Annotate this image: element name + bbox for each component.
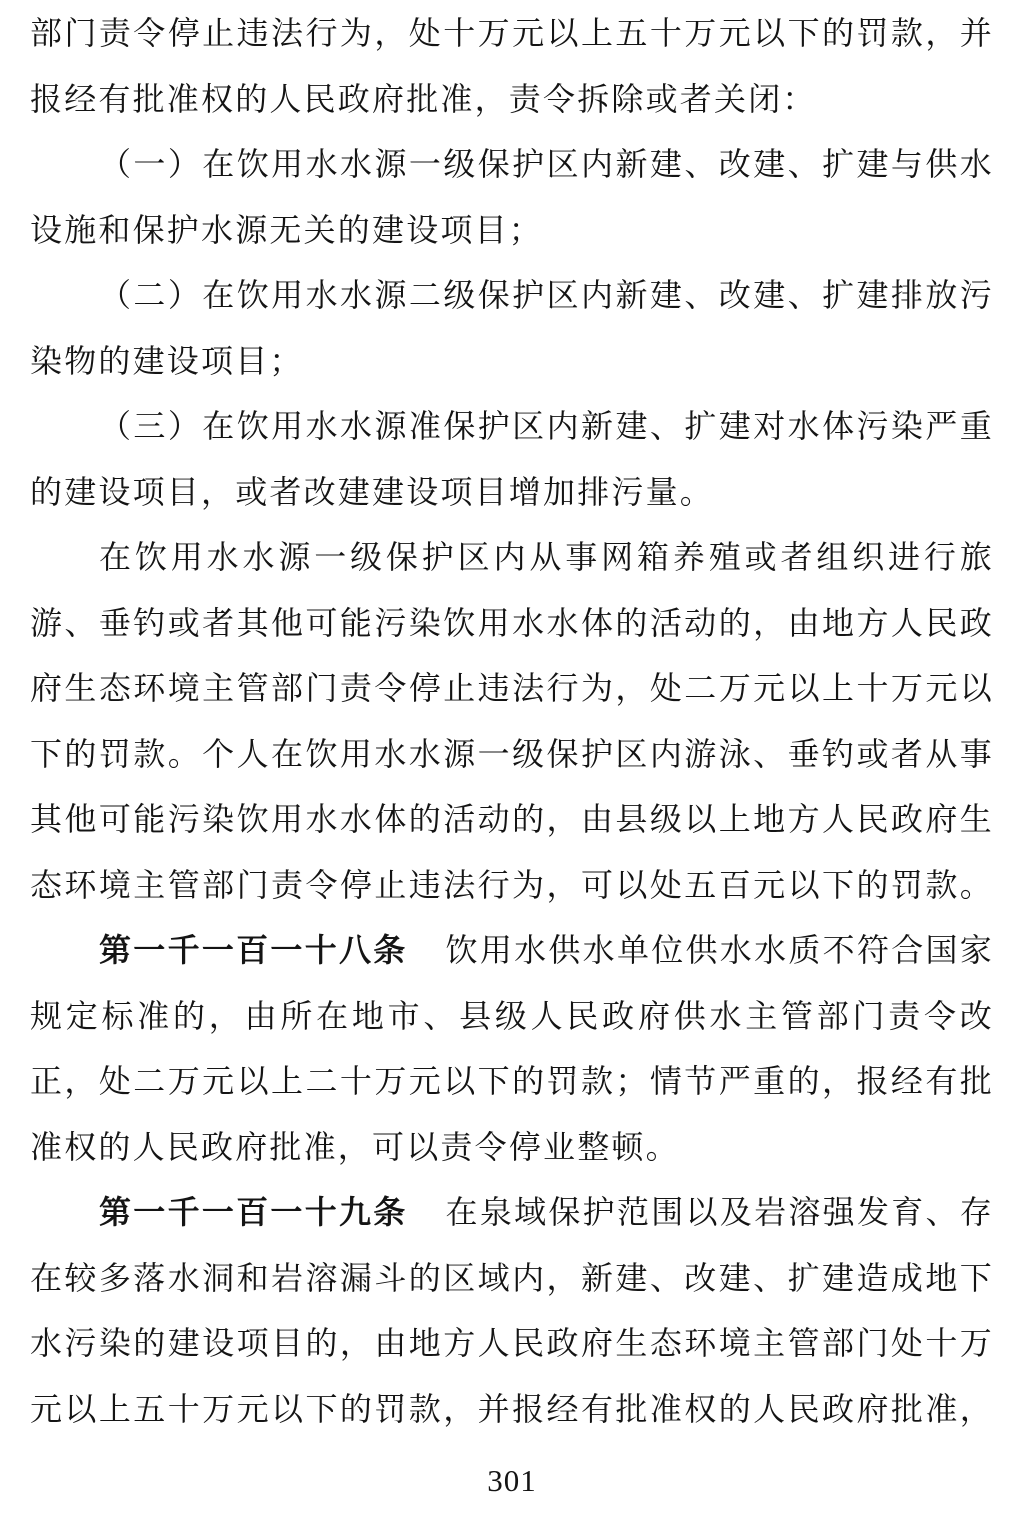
text-line: 规定标准的，由所在地市、县级人民政府供水主管部门责令改 (30, 997, 994, 1034)
article-number: 第一千一百一十八条 (99, 932, 408, 968)
page-number: 301 (487, 1463, 537, 1498)
article-text: 饮用水供水单位供水水质不符合国家 (445, 932, 994, 968)
article-line (30, 918, 994, 984)
article-line (30, 1180, 994, 1246)
text-line: （二）在饮用水水源二级保护区内新建、改建、扩建排放污 (99, 277, 994, 313)
text-line: 部门责令停止违法行为，处十万元以上五十万元以下的罚款，并 (30, 15, 994, 51)
text-line: 准权的人民政府批准，可以责令停业整顿。 (30, 1128, 680, 1165)
article-text: 在泉域保护范围以及岩溶强发育、存 (445, 1194, 994, 1230)
text-line: 的建设项目，或者改建建设项目增加排污量。 (30, 473, 715, 510)
text-line: 其他可能污染饮用水水体的活动的，由县级以上地方人民政府生 (30, 801, 994, 837)
text-line: 水污染的建设项目的，由地方人民政府生态环境主管部门处十万 (30, 1325, 994, 1361)
text-line: 下的罚款。个人在饮用水水源一级保护区内游泳、垂钓或者从事 (30, 735, 994, 772)
text-line: 态环境主管部门责令停止违法行为，可以处五百元以下的罚款。 (30, 866, 994, 903)
text-line: 游、垂钓或者其他可能污染饮用水水体的活动的，由地方人民政 (30, 604, 994, 641)
text-line: 府生态环境主管部门责令停止违法行为，处二万元以上十万元以 (30, 670, 994, 706)
text-line: （一）在饮用水水源一级保护区内新建、改建、扩建与供水 (99, 146, 994, 182)
text-line: （三）在饮用水水源准保护区内新建、扩建对水体污染严重 (99, 408, 994, 444)
document-body (30, 1, 994, 1442)
text-line: 染物的建设项目； (30, 342, 304, 379)
text-line: 正，处二万元以上二十万元以下的罚款；情节严重的，报经有批 (30, 1063, 994, 1099)
text-line: 报经有批准权的人民政府批准，责令拆除或者关闭： (30, 80, 817, 117)
article-number: 第一千一百一十九条 (99, 1194, 408, 1230)
text-line: 设施和保护水源无关的建设项目； (30, 211, 544, 248)
text-line: 元以上五十万元以下的罚款，并报经有批准权的人民政府批准， (30, 1390, 994, 1427)
text-line: 在饮用水水源一级保护区内从事网箱养殖或者组织进行旅 (99, 539, 994, 575)
text-line: 在较多落水洞和岩溶漏斗的区域内，新建、改建、扩建造成地下 (30, 1259, 994, 1296)
